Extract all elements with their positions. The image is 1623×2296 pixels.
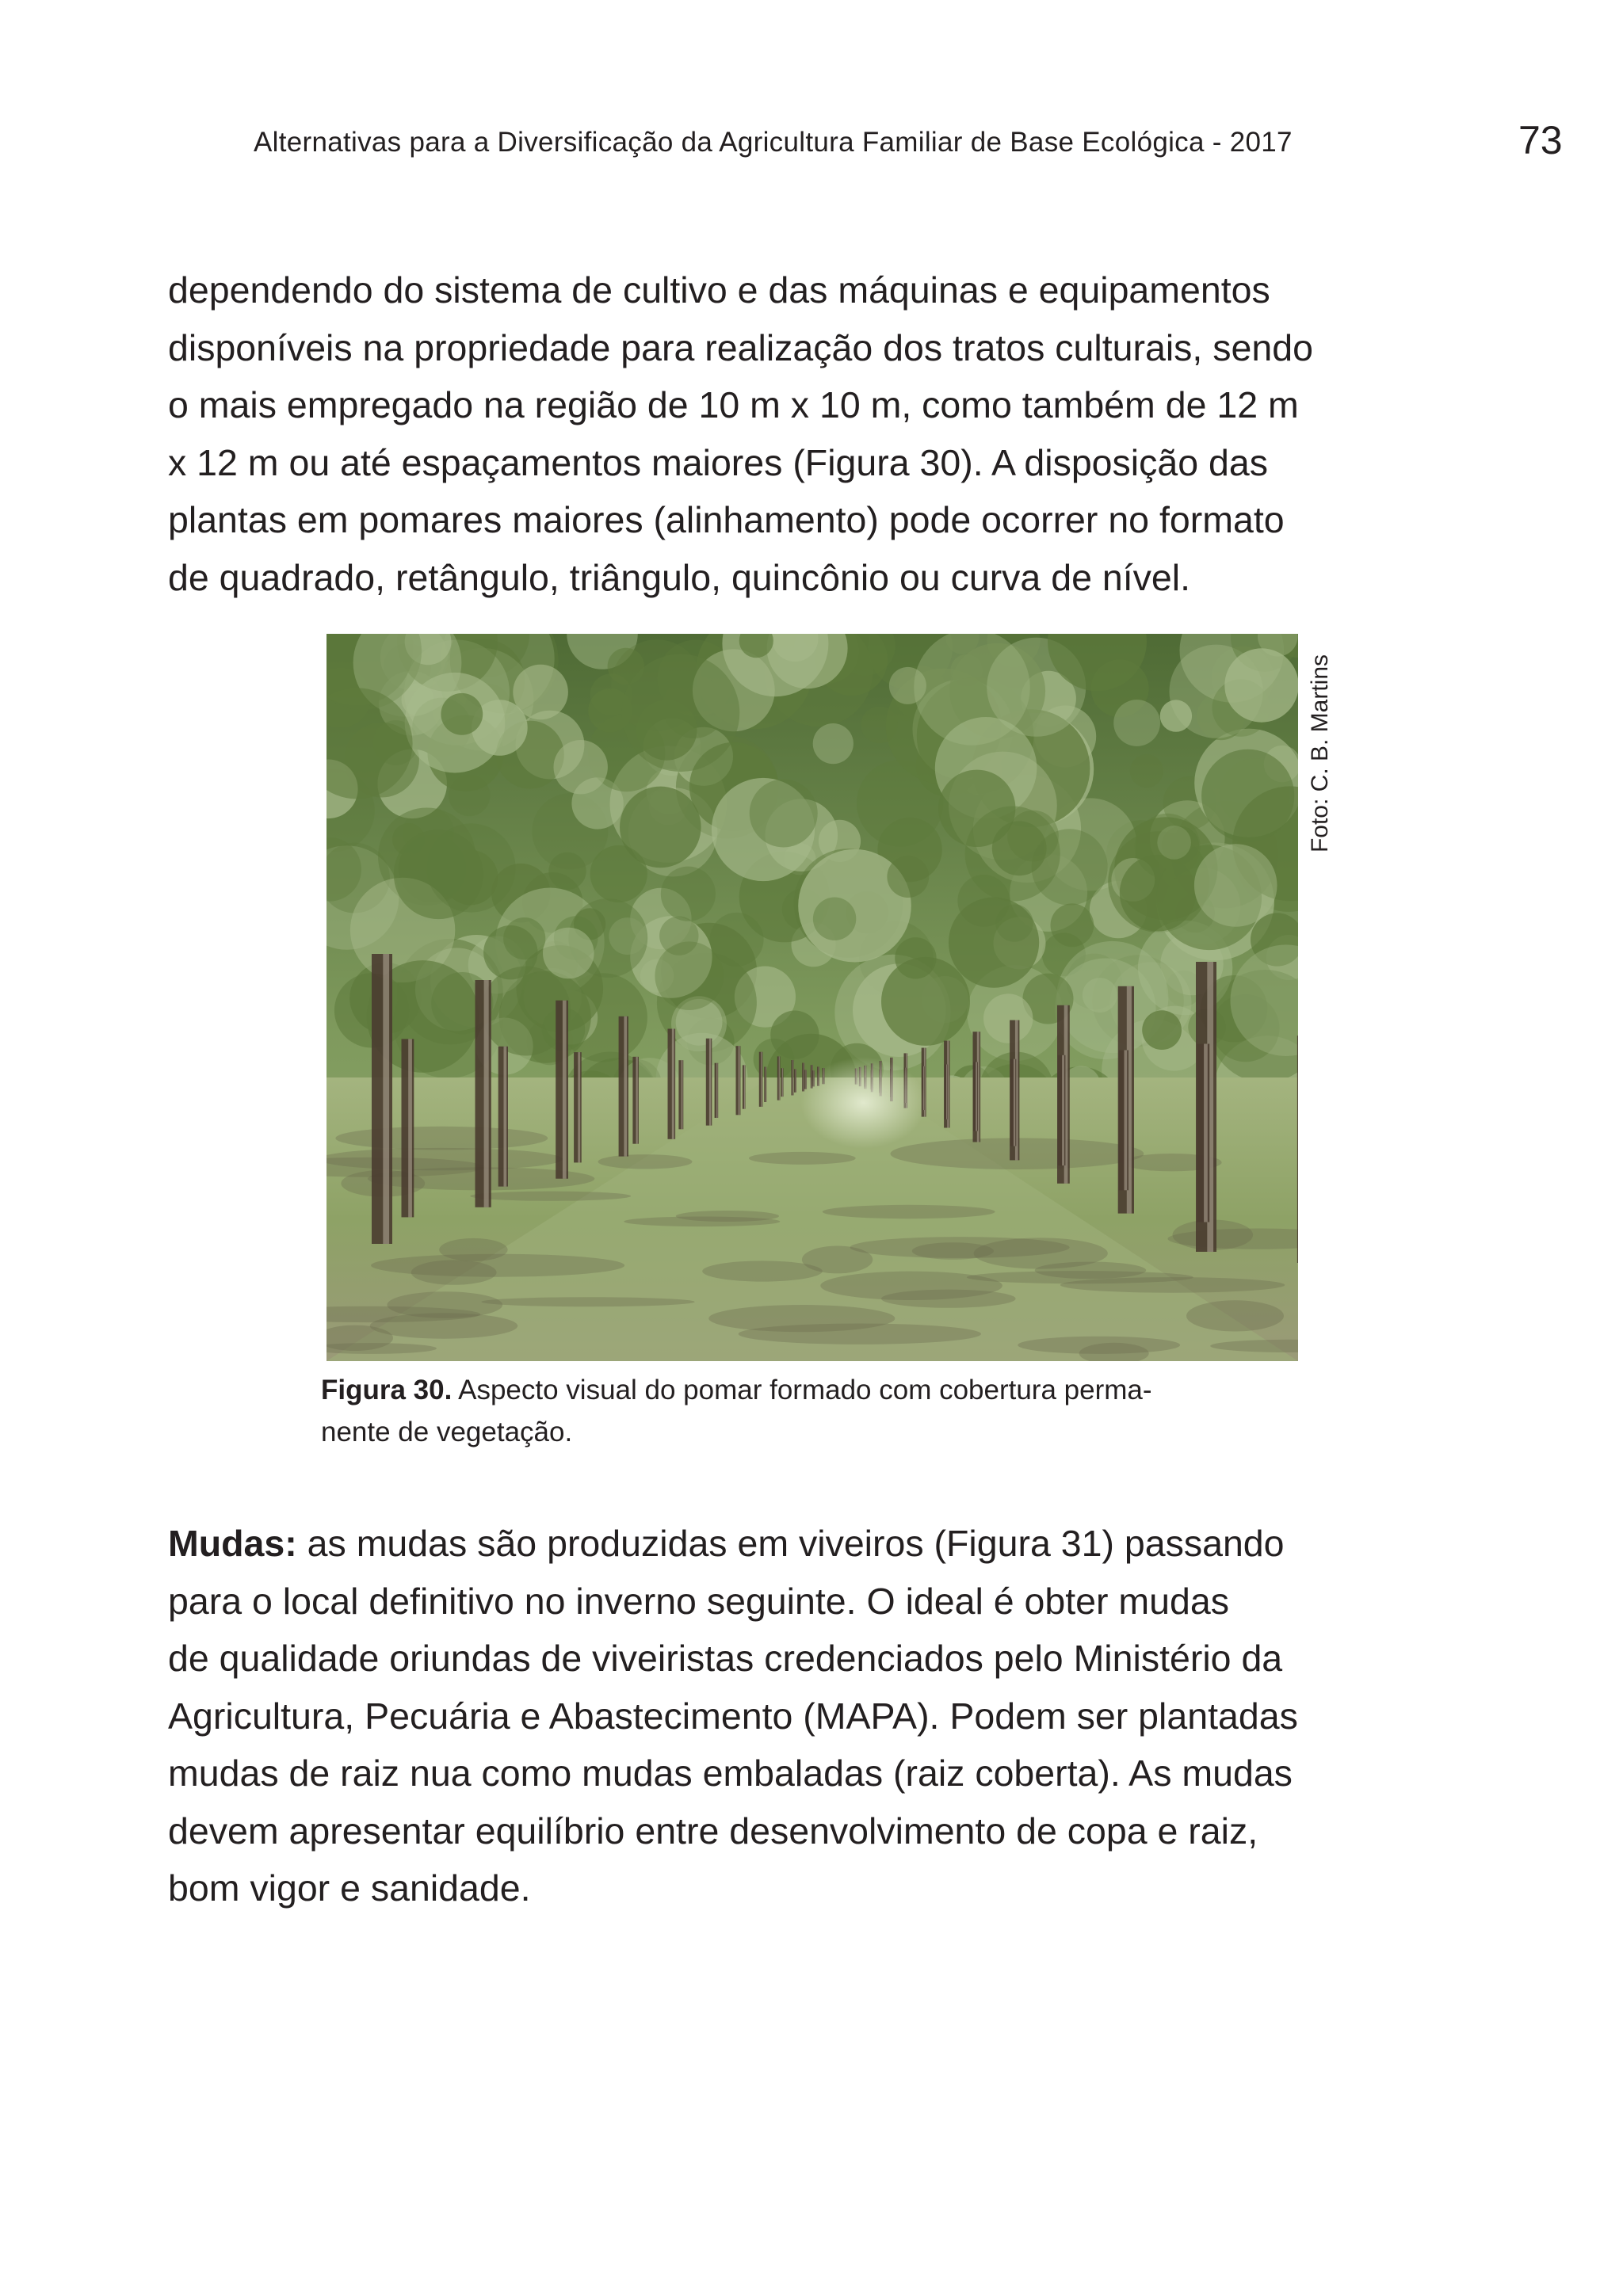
running-header: Alternativas para a Diversificação da Agricultura Familiar de Base Ecológica - 2017 xyxy=(254,127,1293,158)
caption-line-1 xyxy=(321,1369,1312,1411)
body-paragraph-2 xyxy=(168,1515,1468,1917)
caption-line-2: nente de vegetação. xyxy=(321,1417,573,1447)
caption-label: Figura 30. xyxy=(321,1375,453,1405)
text-line: dependendo do sistema de cultivo e das máquinas e equipamentos xyxy=(168,269,1270,311)
text-line: x 12 m ou até espaçamentos maiores (Figura 30). A disposição das xyxy=(168,441,1268,483)
text-line: devem apresentar equilíbrio entre desenvolvimento de copa e raiz, xyxy=(168,1810,1258,1852)
body-paragraph-1 xyxy=(168,261,1468,606)
page-number: 73 xyxy=(1518,118,1563,162)
photo-credit-text: Foto: C. B. Martins xyxy=(1307,654,1333,853)
text-line-rest: as mudas são produzidas em viveiros (Figura 31) passando xyxy=(296,1523,1285,1564)
text-line: mudas de raiz nua como mudas embaladas (raiz coberta). As mudas xyxy=(168,1753,1293,1794)
caption-text-1: Aspecto visual do pomar formado com cobertura perma- xyxy=(452,1375,1152,1405)
text-line: disponíveis na propriedade para realização dos tratos culturais, sendo xyxy=(168,326,1313,368)
text-line xyxy=(168,1515,1468,1573)
text-line: o mais empregado na região de 10 m x 10 m, como também de 12 m xyxy=(168,384,1299,425)
orchard-photo xyxy=(327,634,1298,1361)
figure-caption xyxy=(321,1369,1312,1453)
text-line: Agricultura, Pecuária e Abastecimento (MAPA). Podem ser plantadas xyxy=(168,1695,1298,1737)
text-line: plantas em pomares maiores (alinhamento) pode ocorrer no formato xyxy=(168,499,1285,540)
photo-credit xyxy=(1300,634,1341,873)
text-line: de quadrado, retângulo, triângulo, quincônio ou curva de nível. xyxy=(168,556,1190,598)
text-line: de qualidade oriundas de viveiristas credenciados pelo Ministério da xyxy=(168,1638,1283,1679)
text-line: bom vigor e sanidade. xyxy=(168,1867,531,1909)
text-line: para o local definitivo no inverno seguinte. O ideal é obter mudas xyxy=(168,1580,1229,1622)
paragraph-label: Mudas: xyxy=(168,1523,297,1564)
